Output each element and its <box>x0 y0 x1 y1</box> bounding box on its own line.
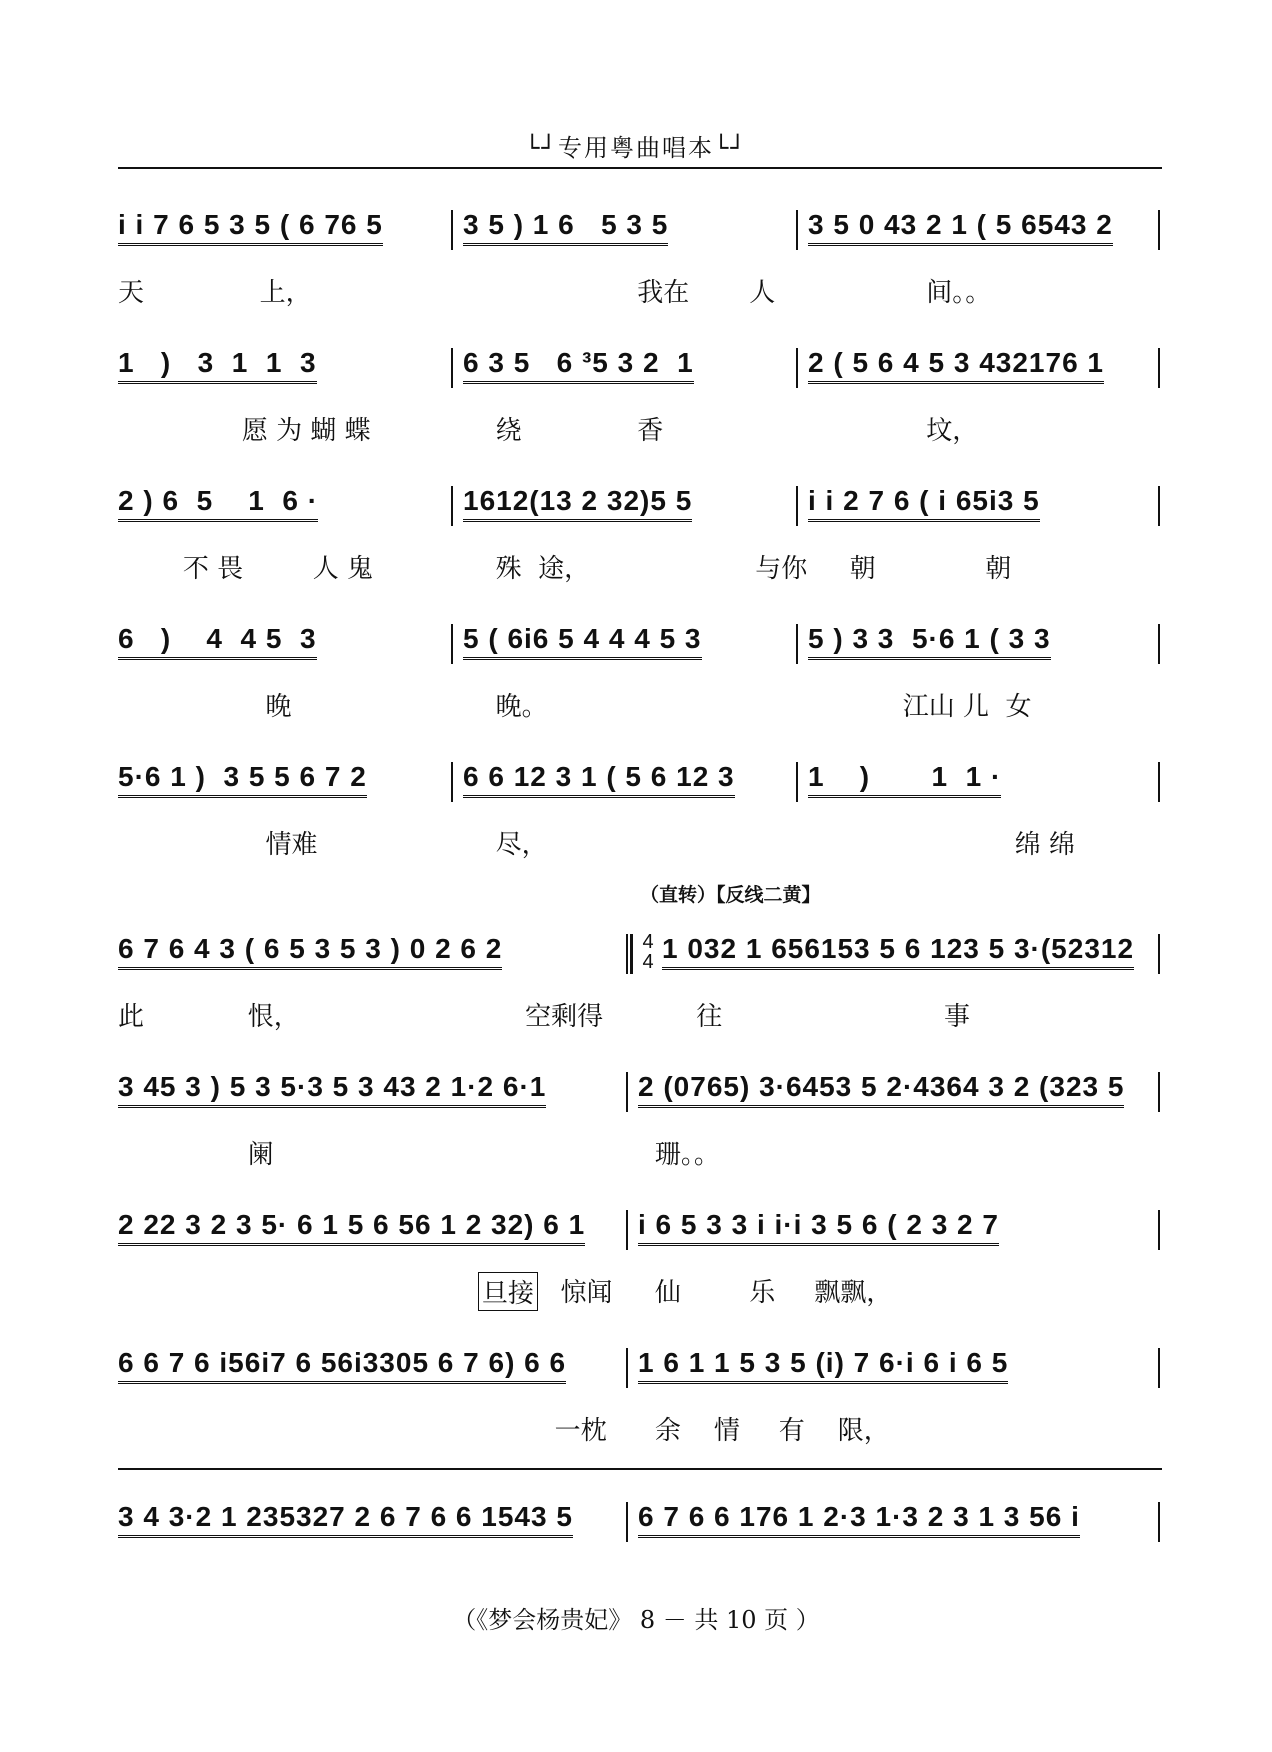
barline <box>796 762 798 802</box>
lyric: 上， <box>259 278 312 308</box>
measure <box>808 208 1138 252</box>
lyric: 朝 <box>985 554 1012 584</box>
lyric: 天 <box>118 278 145 308</box>
lyric: 空剩得 <box>525 1002 604 1032</box>
time-signature-bottom: 4 <box>642 951 654 973</box>
lyrics-row <box>118 1134 1162 1174</box>
staff-system <box>118 1500 1162 1604</box>
measure <box>638 932 1138 976</box>
barline <box>451 486 453 526</box>
barline <box>1158 348 1160 388</box>
jianpu-notes: 1 ) 1 1 · <box>808 761 1001 798</box>
lyric: 此 <box>118 1002 145 1032</box>
section-label: （直转）【反线二黄】 <box>640 884 821 906</box>
staff-system <box>118 622 1162 726</box>
lyric: 不 畏 <box>182 554 244 584</box>
jianpu-notes: 2 ) 6 5 1 6 · <box>118 485 318 522</box>
measure <box>118 1208 618 1252</box>
barline <box>1158 210 1160 250</box>
jianpu-notes: 5 ( 6i6 5 4 4 4 5 3 <box>463 623 702 660</box>
barline <box>1158 1210 1160 1250</box>
jianpu-notes: 1 ) 3 1 1 3 <box>118 347 317 384</box>
barline <box>1158 624 1160 664</box>
staff-system <box>118 760 1162 864</box>
lyric: 惊闻 <box>560 1278 613 1308</box>
jianpu-notes: 6 3 5 6 ³5 3 2 1 <box>463 347 694 384</box>
lyric: 珊。。 <box>654 1140 720 1170</box>
notes-row <box>118 484 1162 534</box>
measure <box>808 760 1138 804</box>
lyric: 绕 <box>495 416 522 446</box>
jianpu-notes: 5·6 1 ) 3 5 5 6 7 2 <box>118 761 367 798</box>
barline <box>626 1348 628 1388</box>
lyric: 仙 <box>654 1278 681 1308</box>
lyrics-row <box>118 1410 1162 1450</box>
lyric: 情 <box>713 1416 740 1446</box>
jianpu-notes: 1612(13 2 32)5 5 <box>463 485 692 522</box>
lyric: 情难 <box>265 830 318 860</box>
staff-system <box>118 932 1162 1036</box>
measure <box>808 484 1138 528</box>
page-header: └┘专用粤曲唱本└┘ <box>525 134 747 162</box>
lyrics-row <box>118 410 1162 450</box>
notes-row <box>118 208 1162 258</box>
lyric: 与你 <box>755 554 808 584</box>
barline <box>626 1502 628 1542</box>
lyric: 乐 <box>749 1278 776 1308</box>
barline <box>1158 486 1160 526</box>
staff-system <box>118 1208 1162 1312</box>
jianpu-notes: 3 4 3·2 1 235327 2 6 7 6 6 1543 5 <box>118 1501 573 1538</box>
jianpu-notes: 2 ( 5 6 4 5 3 432176 1 <box>808 347 1104 384</box>
lyric: 人 <box>749 278 776 308</box>
staff-system <box>118 1346 1162 1450</box>
jianpu-notes: 3 5 0 43 2 1 ( 5 6543 2 <box>808 209 1113 246</box>
measure <box>118 760 448 804</box>
lyric: 坟， <box>926 416 979 446</box>
system-rule <box>118 1468 1162 1470</box>
role-cue-label: 旦接 <box>478 1272 538 1311</box>
barline <box>796 486 798 526</box>
barline <box>796 624 798 664</box>
measure <box>463 484 793 528</box>
measure <box>118 208 448 252</box>
notes-row <box>118 932 1162 982</box>
barline <box>796 348 798 388</box>
barline <box>451 210 453 250</box>
lyrics-row <box>118 996 1162 1036</box>
lyric: 一枕 <box>554 1416 607 1446</box>
lyrics-row <box>118 1272 1162 1312</box>
staff-system <box>118 208 1162 312</box>
lyric: 往 <box>696 1002 723 1032</box>
measure <box>118 932 618 976</box>
barline <box>1158 1072 1160 1112</box>
measure <box>638 1500 1138 1544</box>
lyric: 绵 绵 <box>1014 830 1076 860</box>
jianpu-notes: i i 7 6 5 3 5 ( 6 76 5 <box>118 209 383 246</box>
page-footer: （《梦会杨贵妃》 8 － 共 10 页 ） <box>452 1606 820 1634</box>
lyric: 江山 儿 女 <box>902 692 1032 722</box>
lyrics-row <box>118 1564 1162 1604</box>
lyric: 事 <box>944 1002 971 1032</box>
lyric: 恨， <box>247 1002 300 1032</box>
lyric: 间。。 <box>926 278 992 308</box>
jianpu-notes: i 6 5 3 3 i i·i 3 5 6 ( 2 3 2 7 <box>638 1209 999 1246</box>
jianpu-notes: 6 ) 4 4 5 3 <box>118 623 317 660</box>
staff-system <box>118 1070 1162 1174</box>
double-barline <box>626 934 633 974</box>
measure <box>638 1070 1138 1114</box>
notes-row <box>118 1500 1162 1550</box>
measure <box>808 622 1138 666</box>
jianpu-notes: 3 45 3 ) 5 3 5·3 5 3 43 2 1·2 6·1 <box>118 1071 546 1108</box>
measure <box>118 484 448 528</box>
barline <box>451 348 453 388</box>
header-rule <box>118 167 1162 169</box>
measure <box>463 208 793 252</box>
lyrics-row <box>118 686 1162 726</box>
measure <box>118 1500 618 1544</box>
staff-system <box>118 346 1162 450</box>
barline <box>1158 1348 1160 1388</box>
jianpu-notes: i i 2 7 6 ( i 65i3 5 <box>808 485 1040 522</box>
jianpu-notes: 6 6 12 3 1 ( 5 6 12 3 <box>463 761 735 798</box>
notes-row <box>118 346 1162 396</box>
lyric: 限， <box>837 1416 890 1446</box>
jianpu-notes: 2 22 3 2 3 5· 6 1 5 6 56 1 2 32) 6 1 <box>118 1209 585 1246</box>
lyric: 晚。 <box>495 692 548 722</box>
lyric: 朝 <box>849 554 876 584</box>
measure <box>118 1346 618 1390</box>
measure <box>463 760 793 804</box>
barline <box>796 210 798 250</box>
jianpu-notes: 1 6 1 1 5 3 5 (i) 7 6·i 6 i 6 5 <box>638 1347 1008 1384</box>
measure <box>638 1346 1138 1390</box>
barline <box>626 1210 628 1250</box>
time-signature-top: 4 <box>642 931 654 953</box>
lyric: 晚 <box>265 692 292 722</box>
measure <box>118 346 448 390</box>
jianpu-notes: 6 7 6 6 176 1 2·3 1·3 2 3 1 3 56 i <box>638 1501 1080 1538</box>
barline <box>1158 1502 1160 1542</box>
time-signature <box>640 932 656 972</box>
measure <box>463 346 793 390</box>
jianpu-notes: 1 032 1 656153 5 6 123 5 3·(52312 <box>662 933 1134 970</box>
barline <box>451 762 453 802</box>
lyric: 香 <box>637 416 664 446</box>
notes-row <box>118 1208 1162 1258</box>
notes-row <box>118 1346 1162 1396</box>
measure <box>118 1070 618 1114</box>
lyrics-row <box>118 272 1162 312</box>
lyric: 余 <box>654 1416 681 1446</box>
barline <box>451 624 453 664</box>
lyric: 我在 <box>637 278 690 308</box>
lyric: 殊 途， <box>495 554 591 584</box>
jianpu-notes: 6 6 7 6 i56i7 6 56i3305 6 7 6) 6 6 <box>118 1347 566 1384</box>
measure <box>638 1208 1138 1252</box>
jianpu-notes: 2 (0765) 3·6453 5 2·4364 3 2 (323 5 <box>638 1071 1124 1108</box>
jianpu-notes: 6 7 6 4 3 ( 6 5 3 5 3 ) 0 2 6 2 <box>118 933 502 970</box>
notes-row <box>118 760 1162 810</box>
notes-row <box>118 622 1162 672</box>
measure <box>118 622 448 666</box>
measure <box>808 346 1138 390</box>
lyrics-row <box>118 824 1162 864</box>
barline <box>1158 762 1160 802</box>
notes-row <box>118 1070 1162 1120</box>
lyric: 阑 <box>247 1140 274 1170</box>
jianpu-notes: 5 ) 3 3 5·6 1 ( 3 3 <box>808 623 1051 660</box>
barline <box>626 1072 628 1112</box>
lyric: 人 鬼 <box>312 554 373 584</box>
lyric: 愿 为 蝴 蝶 <box>241 416 371 446</box>
lyric: 有 <box>778 1416 805 1446</box>
lyrics-row <box>118 548 1162 588</box>
barline <box>1158 934 1160 974</box>
jianpu-notes: 3 5 ) 1 6 5 3 5 <box>463 209 668 246</box>
lyric: 飘飘， <box>814 1278 893 1308</box>
measure <box>463 622 793 666</box>
lyric: 尽， <box>495 830 548 860</box>
staff-system <box>118 484 1162 588</box>
